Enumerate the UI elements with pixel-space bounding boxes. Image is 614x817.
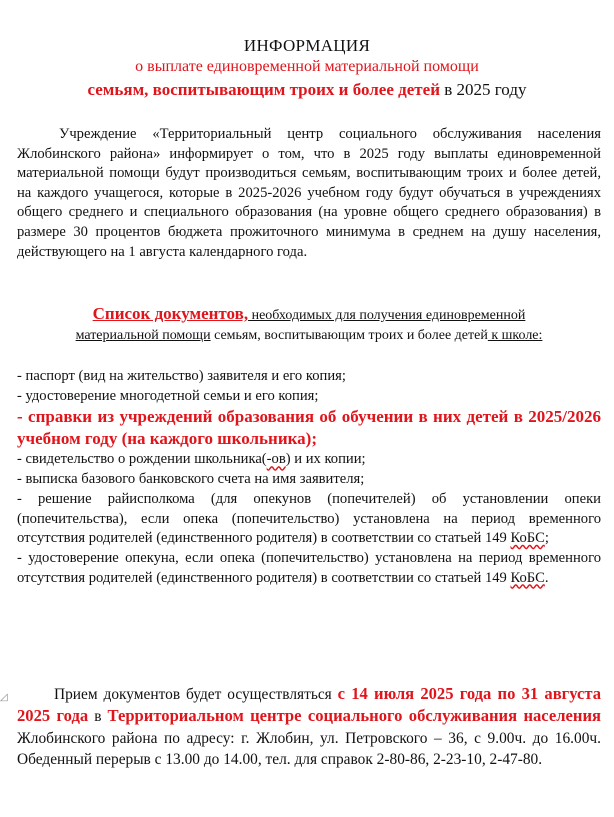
list-item-text: ; xyxy=(544,530,549,547)
list-heading-part3: семьям, воспитывающим троих и более детей xyxy=(210,328,488,343)
list-item-text: . xyxy=(544,569,549,586)
list-item: - паспорт (вид на жительство) заявителя и его копия; xyxy=(17,368,346,384)
margin-marker-icon: ◿ xyxy=(0,692,8,703)
list-item-text: - решение райисполкома (для опекунов (попечителей) об установлении опеки (попечительства), если опека (попечительство) установлена на период временного отсутствия родителей (единственного родителя) в соответствии со статьей 149 xyxy=(17,490,601,547)
spellcheck-mark: -ов xyxy=(266,451,286,468)
list-heading-part2: материальной помощи xyxy=(75,328,211,343)
list-item-text: ) и их копии; xyxy=(285,451,366,468)
list-item xyxy=(17,549,601,588)
list-heading-part1: необходимых для получения единовременной xyxy=(248,308,526,323)
list-item-text: - свидетельство о рождении школьника( xyxy=(17,451,267,468)
list-heading-part4: к школе: xyxy=(487,328,543,343)
spellcheck-mark: КоБС xyxy=(510,530,545,547)
list-heading-emphasis: Список документов, xyxy=(92,304,249,323)
documents-list xyxy=(17,367,601,588)
footer-organization: Территориальном центре социального обслуживания населения xyxy=(107,706,602,726)
footer-text: в xyxy=(88,708,108,726)
spellcheck-mark: КоБС xyxy=(510,569,545,586)
subtitle-year: в 2025 году xyxy=(439,80,527,99)
document-title: ИНФОРМАЦИЯ xyxy=(243,36,371,55)
subtitle-highlight: семьям, воспитывающим троих и более детей xyxy=(87,80,440,99)
footer-paragraph xyxy=(17,683,601,770)
footer-text: Жлобинского района по адресу: г. Жлобин, ул. Петровского – 36, с 9.00ч. до 16.00ч. Обеденный перерыв с 13.00 до 14.00, тел. для справок 2-80-86, 2-23-10, 2-47-80. xyxy=(17,729,601,768)
footer-text: Прием документов будет осуществляться xyxy=(54,686,338,703)
list-item: - выписка базового банковского счета на имя заявителя; xyxy=(17,471,365,488)
list-item-text: - удостоверение опекуна, если опека (попечительство) установлена на период временного отсутствия родителей (единственного родителя) в соответствии со статьей 149 xyxy=(17,549,601,586)
list-item xyxy=(17,450,601,470)
list-item: - удостоверение многодетной семьи и его копия; xyxy=(17,387,319,404)
document-subtitle-line xyxy=(0,80,614,100)
document-subtitle: о выплате единовременной материальной помощи xyxy=(135,58,479,75)
documents-list-heading xyxy=(17,304,601,346)
list-item xyxy=(17,490,601,549)
footer-dates: с 14 июля 2025 года по 31 августа 2025 года xyxy=(17,684,602,726)
intro-paragraph: Учреждение «Территориальный центр социального обслуживания населения Жлобинского района» информирует о том, что в 2025 году выплаты единовременной материальной помощи будут производиться семьям, воспитывающим троих и более детей, на каждого учащегося, которые в 2025-2026 учебном году будут обучаться в учреждениях общего среднего и специального образования (на уровне общего среднего образования) в размере 30 процентов бюджета прожиточного минимума в среднем на душу населения, действующего на 1 августа календарного года. xyxy=(17,126,601,260)
list-item-highlight: - справки из учреждений образования об обучении в них детей в 2025/2026 учебном году (на каждого школьника); xyxy=(17,407,601,449)
